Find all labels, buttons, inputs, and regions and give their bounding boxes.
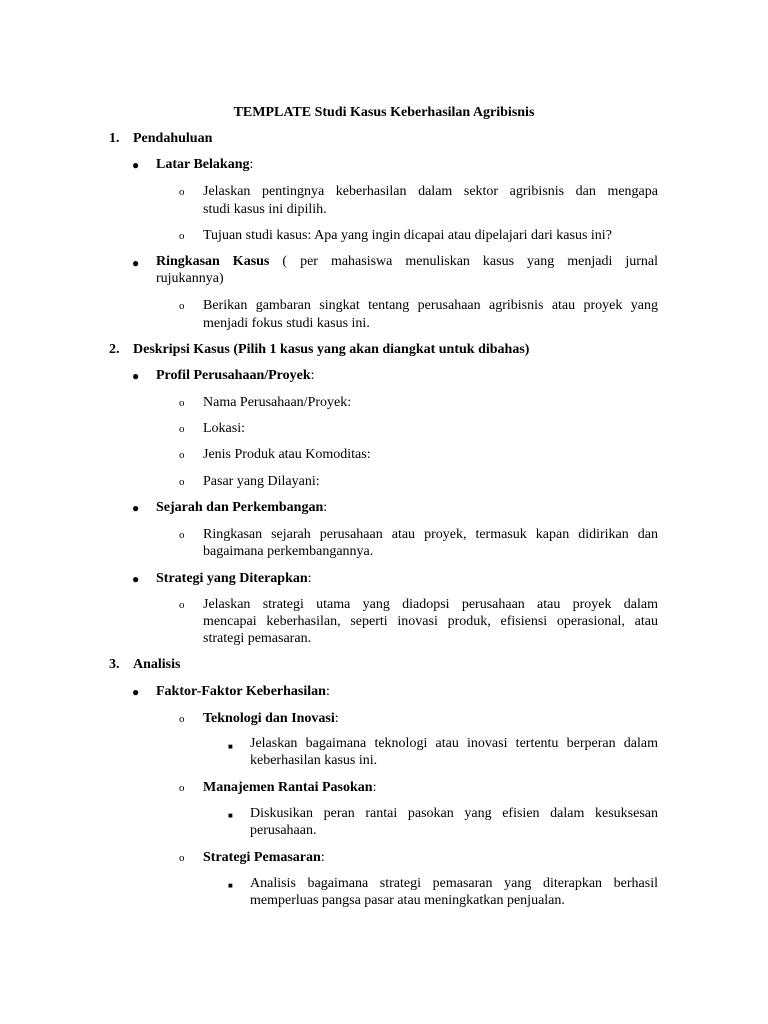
- list-item: memperluas pangsa pasar atau meningkatkan penjualan.: [250, 893, 565, 908]
- list-item: Jenis Produk atau Komoditas:: [203, 447, 371, 462]
- list-item: Diskusikan peran rantai pasokan yang efisien dalam kesuksesan: [250, 806, 658, 821]
- list-item: Lokasi:: [203, 421, 245, 436]
- bullet-icon: ●: [132, 158, 140, 172]
- circle-bullet-icon: o: [179, 423, 185, 435]
- circle-bullet-icon: o: [179, 529, 185, 541]
- circle-bullet-icon: o: [179, 476, 185, 488]
- subheading-strategi: Strategi yang Diterapkan:: [156, 571, 312, 586]
- subheading-profil: Profil Perusahaan/Proyek:: [156, 368, 315, 383]
- list-item: Berikan gambaran singkat tentang perusahaan agribisnis atau proyek yang: [203, 298, 658, 313]
- section-number: 2.: [109, 342, 120, 357]
- circle-bullet-icon: o: [179, 397, 185, 409]
- bullet-icon: ●: [132, 369, 140, 383]
- circle-bullet-icon: o: [179, 599, 185, 611]
- bullet-icon: ●: [132, 685, 140, 699]
- circle-bullet-icon: o: [179, 713, 185, 725]
- circle-bullet-icon: o: [179, 300, 185, 312]
- subitem-rantai-pasokan: Manajemen Rantai Pasokan:: [203, 780, 377, 795]
- list-item: menjadi fokus studi kasus ini.: [203, 316, 370, 331]
- circle-bullet-icon: o: [179, 186, 185, 198]
- subheading-latar-belakang: Latar Belakang:: [156, 157, 254, 172]
- square-bullet-icon: ■: [228, 881, 233, 890]
- section-heading-analisis: Analisis: [133, 657, 181, 672]
- subitem-strategi-pemasaran: Strategi Pemasaran:: [203, 850, 325, 865]
- list-item: Ringkasan sejarah perusahaan atau proyek, termasuk kapan didirikan dan: [203, 527, 658, 542]
- circle-bullet-icon: o: [179, 449, 185, 461]
- list-item: Jelaskan strategi utama yang diadopsi perusahaan atau proyek dalam: [203, 597, 658, 612]
- list-item: Tujuan studi kasus: Apa yang ingin dicapai atau dipelajari dari kasus ini?: [203, 228, 612, 243]
- bullet-icon: ●: [132, 256, 140, 270]
- subheading-sejarah: Sejarah dan Perkembangan:: [156, 500, 328, 515]
- square-bullet-icon: ■: [228, 811, 233, 820]
- list-item: keberhasilan kasus ini.: [250, 753, 378, 768]
- circle-bullet-icon: o: [179, 852, 185, 864]
- circle-bullet-icon: o: [179, 782, 185, 794]
- subheading-ringkasan-kasus-cont: rujukannya): [156, 271, 224, 286]
- list-item: perusahaan.: [250, 823, 317, 838]
- bullet-icon: ●: [132, 501, 140, 515]
- subheading-ringkasan-kasus: Ringkasan Kasus ( per mahasiswa menuliskan kasus yang menjadi jurnal: [156, 254, 659, 269]
- subheading-faktor: Faktor-Faktor Keberhasilan:: [156, 684, 330, 699]
- document-title: TEMPLATE Studi Kasus Keberhasilan Agribisnis: [233, 105, 535, 120]
- subitem-teknologi: Teknologi dan Inovasi:: [203, 711, 339, 726]
- bullet-icon: ●: [132, 572, 140, 586]
- list-item: studi kasus ini dipilih.: [203, 202, 327, 217]
- list-item: Jelaskan bagaimana teknologi atau inovasi tertentu berperan dalam: [250, 736, 658, 751]
- section-heading-deskripsi-kasus: Deskripsi Kasus (Pilih 1 kasus yang akan diangkat untuk dibahas): [133, 342, 530, 357]
- list-item: bagaimana perkembangannya.: [203, 544, 374, 559]
- list-item: mencapai keberhasilan, seperti inovasi produk, efisiensi operasional, atau: [203, 614, 658, 629]
- section-number: 1.: [109, 131, 120, 146]
- section-heading-pendahuluan: Pendahuluan: [133, 131, 213, 146]
- list-item: Nama Perusahaan/Proyek:: [203, 395, 352, 410]
- list-item: Analisis bagaimana strategi pemasaran yang diterapkan berhasil: [250, 876, 658, 891]
- section-number: 3.: [109, 657, 120, 672]
- list-item: Pasar yang Dilayani:: [203, 474, 320, 489]
- circle-bullet-icon: o: [179, 230, 185, 242]
- list-item: strategi pemasaran.: [203, 631, 312, 646]
- square-bullet-icon: ■: [228, 742, 233, 751]
- list-item: Jelaskan pentingnya keberhasilan dalam sektor agribisnis dan mengapa: [203, 184, 658, 199]
